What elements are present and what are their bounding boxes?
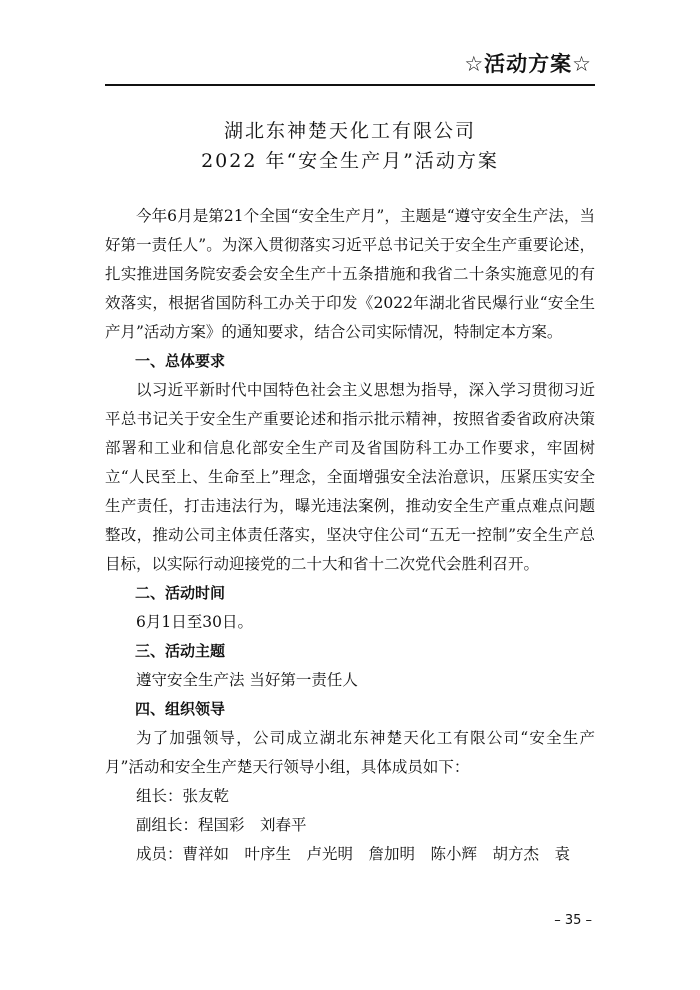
section-body-theme: 遵守安全生产法 当好第一责任人 [136, 671, 358, 689]
document-title-line-1: 湖北东神楚天化工有限公司 [223, 120, 476, 142]
section-heading-theme: 三、活动主题 [135, 642, 226, 660]
group-leader: 组长：张友乾 [136, 787, 230, 805]
header-divider [105, 84, 595, 86]
deputy-leaders: 副组长：程国彩 刘春平 [136, 816, 307, 834]
group-members: 成员：曹祥如 叶序生 卢光明 詹加明 陈小辉 胡方杰 袁 [136, 845, 571, 863]
section-body-leadership: 为了加强领导，公司成立湖北东神楚天化工有限公司“安全生产月”活动和安全生产楚天行领导小组，具体成员如下： [105, 729, 595, 776]
section-body-requirements: 以习近平新时代中国特色社会主义思想为指导，深入学习贯彻习近平总书记关于安全生产重要论述和指示批示精神，按照省委省政府决策部署和工业和信息化部安全生产司及省国防科工办工作要求，牢固树立“人民至上、生命至上”理念，全面增强安全法治意识，压紧压实安全生产责任，打击违法行为，曝光违法案例，推动安全生产重点难点问题整改，推动公司主体责任落实，坚决守住公司“五无一控制”安全生产总目标，以实际行动迎接党的二十大和省十二次党代会胜利召开。 [105, 381, 595, 573]
document-title-line-2: 2022 年“安全生产月”活动方案 [201, 150, 499, 172]
intro-paragraph: 今年6月是第21个全国“安全生产月”，主题是“遵守安全生产法，当好第一责任人”。为深入贯彻落实习近平总书记关于安全生产重要论述，扎实推进国务院安委会安全生产十五条措施和我省二十条实施意见的有效落实，根据省国防科工办关于印发《2022年湖北省民爆行业“安全生产月”活动方案》的通知要求，结合公司实际情况，特制定本方案。 [105, 207, 595, 341]
page-number: – 35 – [554, 913, 592, 928]
section-heading-time: 二、活动时间 [135, 584, 226, 602]
document-body [105, 202, 595, 869]
header-title: ☆活动方案☆ [464, 52, 592, 76]
section-heading-leadership: 四、组织领导 [135, 700, 226, 718]
document-title [105, 116, 595, 176]
section-body-time: 6月1日至30日。 [136, 613, 253, 631]
section-heading-requirements: 一、总体要求 [135, 352, 226, 370]
